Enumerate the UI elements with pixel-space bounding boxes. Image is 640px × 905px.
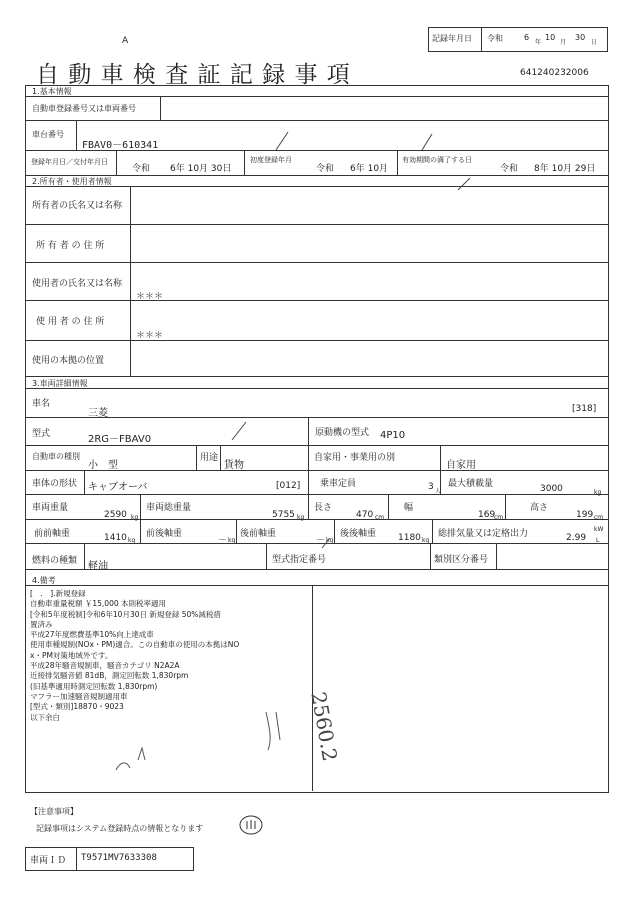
model-value: 2RG－FBAV0 [88, 434, 152, 445]
type-designation-label: 型式指定番号 [272, 555, 327, 565]
year-unit: 年 [535, 39, 542, 46]
first-reg-era: 令和 [316, 164, 335, 174]
rf-axle-unit: kg [326, 537, 334, 544]
height-unit: cm [594, 514, 604, 521]
expiry-label: 有効期間の満了する日 [402, 156, 472, 164]
remark-line: [令和5年度税制]令和6年10月30日 新規登録 50%減税措 [30, 609, 221, 619]
reg-date-label: 登録年月日／交付年月日 [31, 158, 108, 166]
record-date-label: 記録年月日 [432, 34, 472, 43]
day-unit: 日 [591, 39, 598, 46]
remark-line: 使用車種規制(NOx・PM)適合。この自動車の使用の本拠はNO [30, 640, 240, 650]
fr-axle-unit: kg [228, 537, 236, 544]
vehicle-id-value: T9571MV7633308 [81, 853, 157, 863]
section-vehicle: 3.車両詳細情報 [32, 379, 88, 388]
rr-axle-unit: kg [422, 537, 430, 544]
model-label: 型式 [32, 429, 51, 439]
remark-line: 平成28年騒音規制車，騒音カテゴリ N2A2A [30, 661, 180, 671]
capacity-value: 3 [428, 482, 434, 492]
weight-unit: kg [131, 514, 139, 521]
engine-value: 4P10 [380, 430, 406, 441]
gross-unit: kg [297, 514, 305, 521]
circled-mark-icon [238, 814, 264, 836]
fr-axle-label: 前後軸重 [146, 529, 183, 539]
remark-line: 平成27年度燃費基準10%向上達成車 [30, 630, 154, 640]
owner-name-label: 所有者の氏名又は名称 [32, 201, 123, 211]
user-addr-label: 使 用 者 の 住 所 [36, 317, 105, 327]
displacement-value: 2.99 [566, 533, 587, 543]
ff-axle-label: 前前軸重 [34, 529, 71, 539]
ff-axle-unit: kg [128, 537, 136, 544]
business-value: 自家用 [446, 460, 476, 471]
remark-line: x・PM対策地域外です。 [30, 650, 113, 660]
first-reg-value: 6年 10月 [350, 164, 389, 174]
body-code: [012] [276, 481, 301, 491]
fuel-value: 軽油 [88, 561, 108, 572]
remarks-lines [30, 589, 314, 723]
max-load-label: 最大積載量 [448, 479, 494, 489]
handwritten-note: 2560.2 [306, 690, 343, 764]
width-label: 幅 [404, 503, 414, 513]
reg-no-label: 自動車登録番号又は車両番号 [32, 104, 136, 113]
section-owner: 2.所有者・使用者情報 [32, 177, 112, 186]
record-date-day: 30 [575, 33, 586, 42]
rf-axle-label: 後前軸重 [240, 529, 277, 539]
gross-value: 5755 [272, 510, 295, 520]
body-value: キャブオーバ [88, 482, 148, 493]
month-unit: 月 [560, 39, 567, 46]
ff-axle-value: 1410 [104, 533, 127, 543]
max-load-value: 3000 [540, 484, 563, 494]
user-name-value: ＊＊＊ [136, 292, 164, 302]
displacement-label: 総排気量又は定格出力 [438, 529, 529, 539]
notes-text: 記録事項はシステム登録時点の情報となります [36, 824, 204, 833]
record-date-era: 令和 [487, 34, 503, 43]
base-label: 使用の本拠の位置 [32, 356, 105, 366]
remark-line: 自動車重量税額 ￥15,000 本則税率適用 [30, 599, 167, 609]
capacity-label: 乗車定員 [320, 479, 357, 489]
first-reg-label: 初度登録年月 [250, 156, 292, 164]
doc-number: 641240232006 [520, 68, 589, 78]
expiry-value: 8年 10月 29日 [534, 164, 596, 174]
user-addr-value: ＊＊＊ [136, 331, 164, 341]
length-value: 470 [356, 510, 374, 520]
rr-axle-value: 1180 [398, 533, 421, 543]
kind-label: 自動車の種別 [32, 452, 80, 461]
maker-code: [318] [572, 404, 597, 414]
weight-value: 2590 [104, 510, 127, 520]
page-title: 自 動 車 検 査 証 記 録 事 項 [36, 62, 351, 88]
owner-addr-label: 所 有 者 の 住 所 [36, 241, 105, 251]
remark-line: 以下余白 [30, 712, 60, 722]
remark-line: 近接排気騒音値 81dB，測定回転数 1,830rpm [30, 671, 189, 681]
reg-date-era: 令和 [132, 164, 151, 174]
remark-line: 置済み [30, 619, 53, 629]
section-remarks: 4.備考 [32, 576, 56, 585]
rr-axle-label: 後後軸重 [340, 529, 377, 539]
height-label: 高さ [530, 503, 549, 513]
user-name-label: 使用者の氏名又は名称 [32, 279, 123, 289]
kind-value: 小 型 [88, 460, 118, 471]
width-value: 169 [478, 510, 496, 520]
record-date-year: 6 [524, 33, 530, 42]
engine-label: 原動機の型式 [315, 428, 370, 438]
fuel-label: 燃料の種類 [32, 556, 78, 566]
category-label: 類別区分番号 [434, 555, 489, 565]
top-mark: A [122, 36, 129, 46]
length-unit: cm [375, 514, 385, 521]
width-unit: cm [494, 514, 504, 521]
max-load-unit: kg [594, 489, 602, 496]
business-label: 自家用・事業用の別 [314, 453, 396, 463]
remark-line: マフラー加速騒音規制適用車 [30, 691, 128, 701]
expiry-era: 令和 [500, 164, 519, 174]
record-date-month: 10 [545, 33, 556, 42]
gross-label: 車両総重量 [146, 503, 192, 513]
maker-label: 車名 [32, 399, 51, 409]
chassis-label: 車台番号 [32, 130, 64, 139]
displacement-unit-top: kW [594, 526, 604, 533]
use-value: 貨物 [224, 460, 244, 471]
capacity-unit: 人 [435, 488, 442, 495]
length-label: 長さ [314, 503, 333, 513]
use-label: 用途 [200, 453, 219, 463]
height-value: 199 [576, 510, 594, 520]
displacement-unit: L [596, 537, 600, 544]
remark-line: [ . ].新規登録 [30, 589, 86, 598]
fr-axle-value: － [218, 536, 228, 546]
chassis-value: FBAV0－610341 [82, 140, 159, 151]
section-basic: 1.基本情報 [32, 87, 72, 96]
vehicle-id-label: 車両ＩＤ [30, 856, 67, 866]
notes-title: 【注意事項】 [30, 807, 78, 816]
rf-axle-value: － [316, 536, 326, 546]
reg-date-value: 6年 10月 30日 [170, 164, 232, 174]
body-label: 車体の形状 [32, 479, 78, 489]
maker-value: 三菱 [88, 408, 108, 419]
remark-line: [型式・類別]18870・9023 [30, 702, 124, 712]
weight-label: 車両重量 [32, 503, 69, 513]
remark-line: (旧基準適用時測定回転数 1,830rpm) [30, 681, 158, 691]
